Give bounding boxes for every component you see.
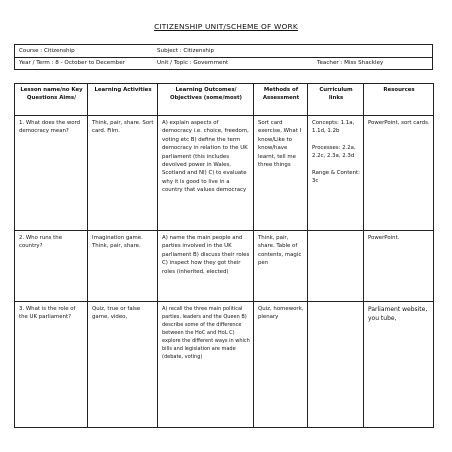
cell-activities: Imagination game. Think, pair, share. [88, 231, 158, 302]
table-header-row [15, 84, 434, 116]
cell-outcomes: A) recall the three main political parties, leaders and the Queen B) describe some of the difference between the HoC and HoL C) explore the different ways in which bills and legislation are made (debate, voting) [158, 302, 254, 428]
header-assessment: Methods of Assessment [254, 84, 308, 116]
course-info-box [14, 44, 433, 70]
info-row-year [15, 57, 432, 69]
cell-curriculum [308, 302, 364, 428]
cell-outcomes: A) explain aspects of democracy i.e. choice, freedom, voting etc B) define the term democracy in relation to the UK parliament (this includes devolved power in Wales, Scotland and NI) C) to evaluate why it is good to live in a country that values democracy [158, 116, 254, 231]
cell-activities: Quiz, true or false game, video, [88, 302, 158, 428]
header-lesson: Lesson name/no Key Questions Aims/ [15, 84, 88, 116]
cell-resources: Parliament website, you tube, [364, 302, 434, 428]
header-activities: Learning Activities [88, 84, 158, 116]
document-title: CITIZENSHIP UNIT/SCHEME OF WORK [154, 22, 298, 31]
header-resources: Resources [364, 84, 434, 116]
subject-label: Subject : Citizenship [157, 48, 215, 54]
curriculum-processes: Processes: 2.2a, 2.2c, 2.3a, 2.3d [312, 144, 356, 160]
table-row [15, 302, 434, 428]
curriculum-concepts: Concepts: 1.1a, 1.1d, 1.2b [312, 120, 355, 135]
year-term-label: Year / Term : 8 - October to December [19, 60, 125, 66]
cell-lesson: 1. What does the word democracy mean? [15, 116, 88, 231]
unit-topic-label: Unit / Topic : Government [157, 60, 229, 66]
course-label: Course : Citizenship [19, 48, 75, 54]
cell-resources: PowerPoint. [364, 231, 434, 302]
scheme-of-work-table [14, 83, 434, 428]
header-curriculum: Curriculum links [308, 84, 364, 116]
cell-lesson: 3. What is the role of the UK parliament? [15, 302, 88, 428]
cell-activities: Think, pair, share. Sort card. Film. [88, 116, 158, 231]
table-row [15, 231, 434, 302]
table-row [15, 116, 434, 231]
cell-resources: PowerPoint, sort cards. [364, 116, 434, 231]
cell-curriculum [308, 231, 364, 302]
cell-lesson: 2. Who runs the country? [15, 231, 88, 302]
header-outcomes: Learning Outcomes/ Objectives (some/most) [158, 84, 254, 116]
cell-curriculum [308, 116, 364, 231]
curriculum-range: Range & Content: 3c [312, 169, 360, 185]
teacher-label: Teacher : Miss Shackley [317, 60, 384, 66]
cell-assessment: Sort card exercise, What I know/Like to know/have learnt, tell me three things [254, 116, 308, 231]
cell-outcomes: A) name the main people and parties involved in the UK parliament B) discuss their roles C) inspect how they got their roles (inherited, elected) [158, 231, 254, 302]
cell-assessment: Think, pair, share. Table of contents, magic pen [254, 231, 308, 302]
cell-assessment: Quiz, homework, plenary [254, 302, 308, 428]
